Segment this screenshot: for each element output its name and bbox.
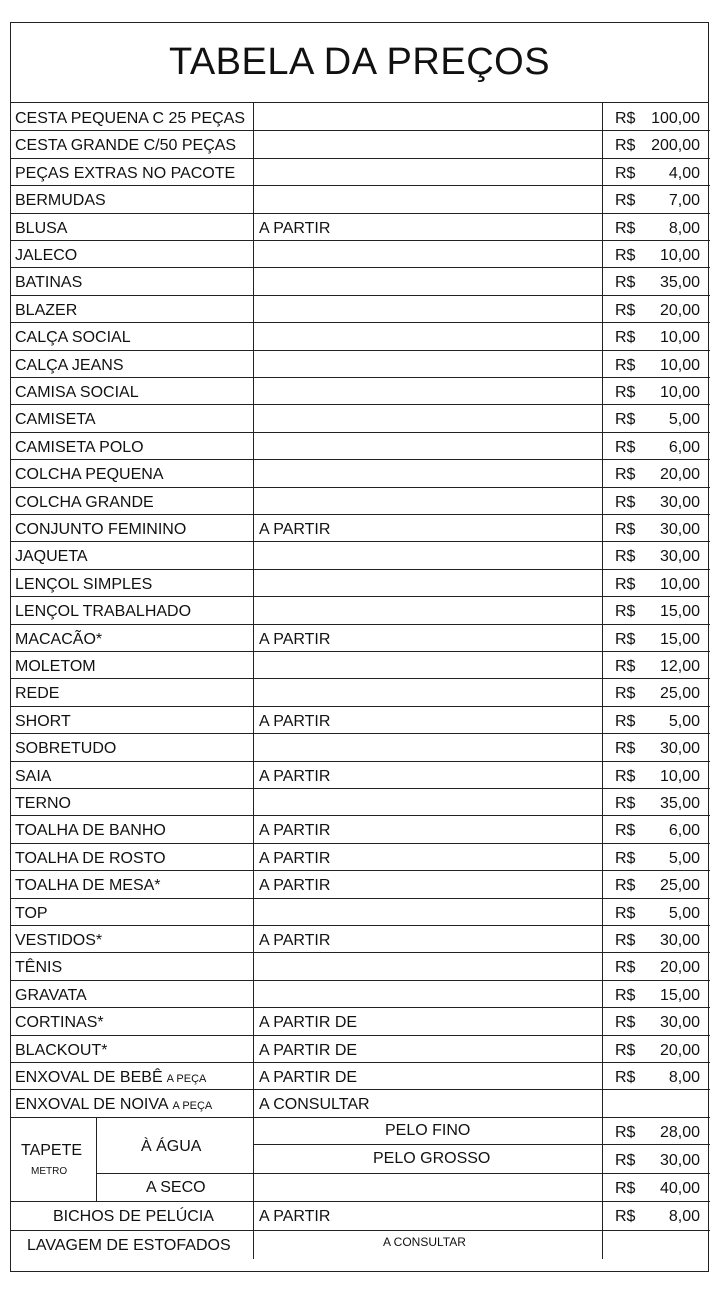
currency-symbol: R$ bbox=[615, 822, 636, 840]
row-divider bbox=[11, 514, 710, 515]
currency-symbol: R$ bbox=[615, 247, 636, 264]
bichos-name: BICHOS DE PELÚCIA bbox=[53, 1207, 214, 1225]
item-price: 30,00 bbox=[659, 521, 700, 538]
bichos-price: 8,00 bbox=[668, 1207, 700, 1225]
item-name: TOP bbox=[15, 904, 48, 922]
currency-symbol: R$ bbox=[615, 740, 636, 758]
currency-symbol: R$ bbox=[615, 575, 636, 593]
row-divider bbox=[11, 432, 710, 433]
column-divider bbox=[602, 1117, 603, 1201]
item-price: 35,00 bbox=[659, 795, 700, 812]
currency-symbol: R$ bbox=[615, 904, 636, 922]
currency-symbol: R$ bbox=[615, 959, 636, 977]
row-divider bbox=[11, 733, 710, 734]
item-name: ENXOVAL DE NOIVA A PEÇA bbox=[15, 1096, 213, 1114]
currency-symbol: R$ bbox=[615, 712, 636, 730]
seco-price: 40,00 bbox=[659, 1179, 700, 1197]
row-divider bbox=[11, 295, 710, 296]
item-name: SHORT bbox=[15, 712, 71, 730]
row-divider bbox=[11, 1035, 710, 1036]
item-price: 10,00 bbox=[659, 767, 700, 785]
currency-symbol: R$ bbox=[615, 493, 636, 511]
item-name: TERNO bbox=[15, 795, 71, 812]
row-divider bbox=[11, 240, 710, 241]
row-divider bbox=[11, 706, 710, 707]
item-price: 30,00 bbox=[659, 740, 700, 758]
row-divider bbox=[11, 925, 710, 926]
item-name: BERMUDAS bbox=[15, 192, 106, 210]
item-name: VESTIDOS* bbox=[15, 932, 103, 949]
currency-symbol: R$ bbox=[615, 932, 636, 949]
row-divider bbox=[253, 1144, 710, 1145]
item-price: 20,00 bbox=[659, 301, 700, 319]
item-price: 20,00 bbox=[659, 1041, 700, 1059]
row-divider bbox=[11, 1230, 710, 1231]
row-divider bbox=[11, 130, 710, 131]
bichos-note: A PARTIR bbox=[259, 1207, 331, 1225]
currency-symbol: R$ bbox=[615, 466, 636, 484]
item-note: A PARTIR bbox=[259, 877, 331, 895]
item-note: A PARTIR DE bbox=[259, 1069, 358, 1086]
currency-symbol: R$ bbox=[615, 219, 636, 237]
section-divider bbox=[11, 1201, 710, 1202]
row-divider bbox=[11, 815, 710, 816]
item-name: JALECO bbox=[15, 247, 78, 264]
currency-symbol: R$ bbox=[615, 1123, 636, 1141]
pelo-grosso-price: 30,00 bbox=[659, 1151, 700, 1169]
item-price: 25,00 bbox=[659, 877, 700, 895]
row-divider bbox=[11, 1007, 710, 1008]
item-name: LENÇOL TRABALHADO bbox=[15, 603, 192, 621]
row-divider bbox=[11, 898, 710, 899]
row-divider bbox=[11, 158, 710, 159]
currency-symbol: R$ bbox=[615, 411, 636, 429]
item-name: TOALHA DE MESA* bbox=[15, 877, 161, 895]
item-name: BLACKOUT* bbox=[15, 1041, 108, 1059]
currency-symbol: R$ bbox=[615, 164, 636, 182]
currency-symbol: R$ bbox=[615, 1207, 636, 1225]
tapete-agua-label: À ÁGUA bbox=[141, 1137, 202, 1155]
item-price: 12,00 bbox=[659, 658, 700, 675]
estofados-name: LAVAGEM DE ESTOFADOS bbox=[27, 1236, 231, 1254]
pelo-grosso-label: PELO GROSSO bbox=[373, 1149, 491, 1167]
row-divider bbox=[11, 870, 710, 871]
item-price: 6,00 bbox=[668, 822, 700, 840]
currency-symbol: R$ bbox=[615, 110, 636, 127]
tapete-unit: METRO bbox=[31, 1165, 68, 1177]
item-price: 30,00 bbox=[659, 1014, 700, 1032]
item-name: JAQUETA bbox=[15, 548, 88, 566]
item-name: PEÇAS EXTRAS NO PACOTE bbox=[15, 164, 236, 182]
item-name: BATINAS bbox=[15, 274, 83, 292]
item-note: A PARTIR bbox=[259, 712, 331, 730]
row-divider bbox=[11, 843, 710, 844]
item-name: CONJUNTO FEMININO bbox=[15, 521, 187, 538]
item-name: BLAZER bbox=[15, 301, 78, 319]
item-unit-suffix: A PEÇA bbox=[166, 1073, 207, 1085]
price-table bbox=[10, 22, 709, 1272]
currency-symbol: R$ bbox=[615, 1014, 636, 1032]
currency-symbol: R$ bbox=[615, 137, 636, 155]
item-name: MACACÃO* bbox=[15, 630, 103, 648]
row-divider bbox=[11, 350, 710, 351]
currency-symbol: R$ bbox=[615, 521, 636, 538]
row-divider bbox=[11, 980, 710, 981]
currency-symbol: R$ bbox=[615, 767, 636, 785]
currency-symbol: R$ bbox=[615, 548, 636, 566]
row-divider bbox=[11, 213, 710, 214]
item-unit-suffix: A PEÇA bbox=[172, 1100, 213, 1113]
item-price: 15,00 bbox=[659, 986, 700, 1004]
item-price: 4,00 bbox=[668, 164, 700, 182]
item-price: 5,00 bbox=[668, 849, 700, 867]
item-name: MOLETOM bbox=[15, 658, 96, 675]
item-price: 7,00 bbox=[668, 192, 700, 210]
item-price: 30,00 bbox=[659, 932, 700, 949]
page-title: TABELA DA PREÇOS bbox=[11, 23, 708, 103]
currency-symbol: R$ bbox=[615, 1041, 636, 1059]
item-price: 10,00 bbox=[659, 384, 700, 401]
item-note: A PARTIR bbox=[259, 822, 331, 840]
currency-symbol: R$ bbox=[615, 630, 636, 648]
item-note: A PARTIR DE bbox=[259, 1014, 358, 1032]
item-price: 6,00 bbox=[668, 438, 700, 456]
item-name: CAMISETA POLO bbox=[15, 438, 144, 456]
item-price: 100,00 bbox=[651, 110, 700, 127]
item-name: TÊNIS bbox=[15, 959, 63, 977]
item-price: 8,00 bbox=[668, 219, 700, 237]
section-divider bbox=[11, 1117, 710, 1118]
currency-symbol: R$ bbox=[615, 877, 636, 895]
item-price: 10,00 bbox=[659, 356, 700, 374]
item-name: CAMISETA bbox=[15, 411, 96, 429]
row-divider bbox=[11, 322, 710, 323]
estofados-note: A CONSULTAR bbox=[383, 1234, 466, 1249]
currency-symbol: R$ bbox=[615, 795, 636, 812]
item-note: A PARTIR bbox=[259, 630, 331, 648]
item-price: 10,00 bbox=[659, 329, 700, 347]
row-divider bbox=[11, 541, 710, 542]
item-price: 15,00 bbox=[659, 603, 700, 621]
tapete-seco-label: A SECO bbox=[146, 1178, 206, 1196]
row-divider bbox=[11, 377, 710, 378]
item-note: A PARTIR DE bbox=[259, 1041, 358, 1059]
item-price: 10,00 bbox=[659, 247, 700, 264]
currency-symbol: R$ bbox=[615, 603, 636, 621]
column-divider bbox=[602, 103, 603, 1117]
currency-symbol: R$ bbox=[615, 685, 636, 703]
currency-symbol: R$ bbox=[615, 301, 636, 319]
currency-symbol: R$ bbox=[615, 329, 636, 347]
row-divider bbox=[11, 596, 710, 597]
item-name: BLUSA bbox=[15, 219, 68, 237]
item-name: CORTINAS* bbox=[15, 1014, 104, 1032]
row-divider bbox=[11, 185, 710, 186]
item-price: 15,00 bbox=[659, 630, 700, 648]
pelo-fino-price: 28,00 bbox=[659, 1123, 700, 1141]
item-price: 30,00 bbox=[659, 493, 700, 511]
item-name: ENXOVAL DE BEBÊ A PEÇA bbox=[15, 1069, 207, 1086]
item-name: SAIA bbox=[15, 767, 52, 785]
item-name: COLCHA PEQUENA bbox=[15, 466, 164, 484]
row-divider bbox=[11, 1089, 710, 1090]
item-name: CAMISA SOCIAL bbox=[15, 384, 139, 401]
item-name: GRAVATA bbox=[15, 986, 87, 1004]
item-note: A PARTIR bbox=[259, 219, 331, 237]
item-note: A PARTIR bbox=[259, 767, 331, 785]
tapete-divider bbox=[96, 1117, 97, 1201]
item-price: 35,00 bbox=[659, 274, 700, 292]
column-divider bbox=[253, 103, 254, 1117]
item-name: CESTA PEQUENA C 25 PEÇAS bbox=[15, 110, 246, 127]
row-divider bbox=[11, 459, 710, 460]
currency-symbol: R$ bbox=[615, 438, 636, 456]
currency-symbol: R$ bbox=[615, 986, 636, 1004]
item-name: CESTA GRANDE C/50 PEÇAS bbox=[15, 137, 237, 155]
currency-symbol: R$ bbox=[615, 1151, 636, 1169]
item-note: A CONSULTAR bbox=[259, 1096, 370, 1114]
item-name: CALÇA SOCIAL bbox=[15, 329, 131, 347]
item-name: SOBRETUDO bbox=[15, 740, 117, 758]
item-price: 20,00 bbox=[659, 959, 700, 977]
row-divider bbox=[11, 1062, 710, 1063]
item-price: 200,00 bbox=[651, 137, 700, 155]
currency-symbol: R$ bbox=[615, 849, 636, 867]
currency-symbol: R$ bbox=[615, 1179, 636, 1197]
tapete-label: TAPETE bbox=[21, 1141, 83, 1159]
currency-symbol: R$ bbox=[615, 1069, 636, 1086]
row-divider bbox=[11, 404, 710, 405]
row-divider bbox=[11, 569, 710, 570]
row-divider bbox=[11, 761, 710, 762]
item-note: A PARTIR bbox=[259, 521, 331, 538]
item-price: 10,00 bbox=[659, 575, 700, 593]
item-name: REDE bbox=[15, 685, 60, 703]
item-name: TOALHA DE ROSTO bbox=[15, 849, 166, 867]
item-name: CALÇA JEANS bbox=[15, 356, 124, 374]
item-price: 8,00 bbox=[668, 1069, 700, 1086]
row-divider bbox=[11, 952, 710, 953]
currency-symbol: R$ bbox=[615, 192, 636, 210]
row-divider bbox=[11, 678, 710, 679]
pelo-fino-label: PELO FINO bbox=[385, 1121, 471, 1139]
item-note: A PARTIR bbox=[259, 932, 331, 949]
row-divider bbox=[11, 487, 710, 488]
item-price: 20,00 bbox=[659, 466, 700, 484]
row-divider bbox=[11, 267, 710, 268]
item-price: 5,00 bbox=[668, 712, 700, 730]
currency-symbol: R$ bbox=[615, 384, 636, 401]
currency-symbol: R$ bbox=[615, 658, 636, 675]
row-divider bbox=[11, 651, 710, 652]
row-divider bbox=[96, 1173, 710, 1174]
item-note: A PARTIR bbox=[259, 849, 331, 867]
item-price: 25,00 bbox=[659, 685, 700, 703]
item-name: COLCHA GRANDE bbox=[15, 493, 154, 511]
column-divider bbox=[253, 1117, 254, 1201]
item-name: LENÇOL SIMPLES bbox=[15, 575, 153, 593]
row-divider bbox=[11, 788, 710, 789]
item-name: TOALHA DE BANHO bbox=[15, 822, 166, 840]
currency-symbol: R$ bbox=[615, 356, 636, 374]
item-price: 5,00 bbox=[668, 411, 700, 429]
item-price: 30,00 bbox=[659, 548, 700, 566]
currency-symbol: R$ bbox=[615, 274, 636, 292]
row-divider bbox=[11, 624, 710, 625]
item-price: 5,00 bbox=[668, 904, 700, 922]
